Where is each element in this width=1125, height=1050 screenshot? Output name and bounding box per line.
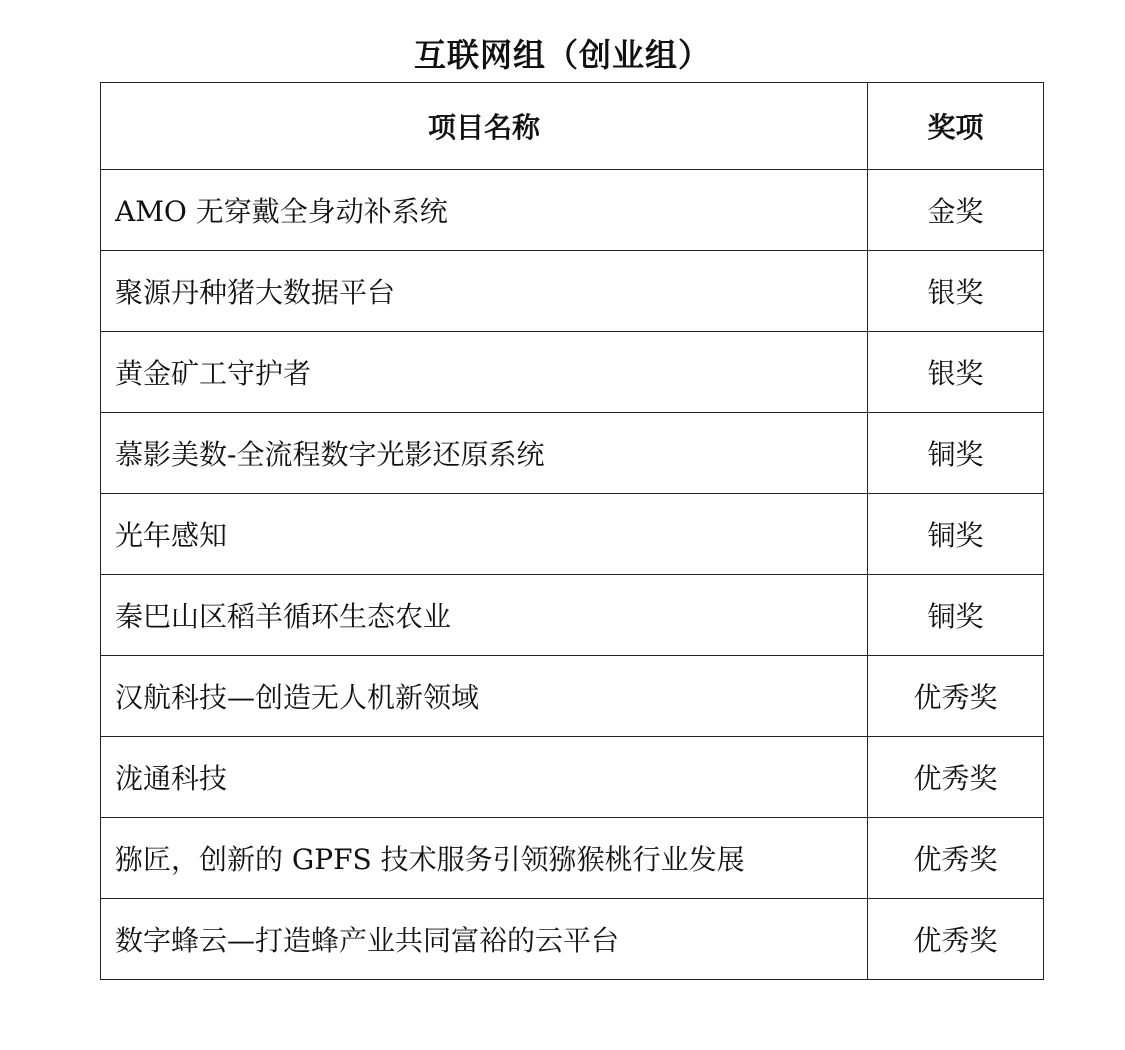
- award-cell: 优秀奖: [868, 899, 1044, 980]
- table-row: [101, 251, 1044, 332]
- table-row: [101, 899, 1044, 980]
- award-cell: 铜奖: [868, 494, 1044, 575]
- project-name-cell: 聚源丹种猪大数据平台: [101, 251, 868, 332]
- award-cell: 金奖: [868, 170, 1044, 251]
- table-row: [101, 413, 1044, 494]
- award-cell: 银奖: [868, 332, 1044, 413]
- page-title: 互联网组（创业组）: [413, 36, 711, 74]
- award-cell: 铜奖: [868, 413, 1044, 494]
- header-award: 奖项: [868, 83, 1044, 170]
- project-name-cell: 泷通科技: [101, 737, 868, 818]
- project-name-cell: 汉航科技—创造无人机新领域: [101, 656, 868, 737]
- table-row: [101, 818, 1044, 899]
- award-cell: 优秀奖: [868, 818, 1044, 899]
- project-name-cell: 秦巴山区稻羊循环生态农业: [101, 575, 868, 656]
- project-name-cell: 慕影美数-全流程数字光影还原系统: [101, 413, 868, 494]
- project-name-cell: 黄金矿工守护者: [101, 332, 868, 413]
- table-row: [101, 332, 1044, 413]
- table-row: [101, 575, 1044, 656]
- table-row: [101, 656, 1044, 737]
- awards-table: [100, 82, 1044, 980]
- project-name-cell: AMO 无穿戴全身动补系统: [101, 170, 868, 251]
- award-cell: 银奖: [868, 251, 1044, 332]
- award-cell: 铜奖: [868, 575, 1044, 656]
- award-cell: 优秀奖: [868, 656, 1044, 737]
- table-header-row: [101, 83, 1044, 170]
- project-name-cell: 猕匠，创新的 GPFS 技术服务引领猕猴桃行业发展: [101, 818, 868, 899]
- award-cell: 优秀奖: [868, 737, 1044, 818]
- project-name-cell: 光年感知: [101, 494, 868, 575]
- table-row: [101, 737, 1044, 818]
- header-project-name: 项目名称: [101, 83, 868, 170]
- project-name-cell: 数字蜂云—打造蜂产业共同富裕的云平台: [101, 899, 868, 980]
- table-row: [101, 494, 1044, 575]
- table-row: [101, 170, 1044, 251]
